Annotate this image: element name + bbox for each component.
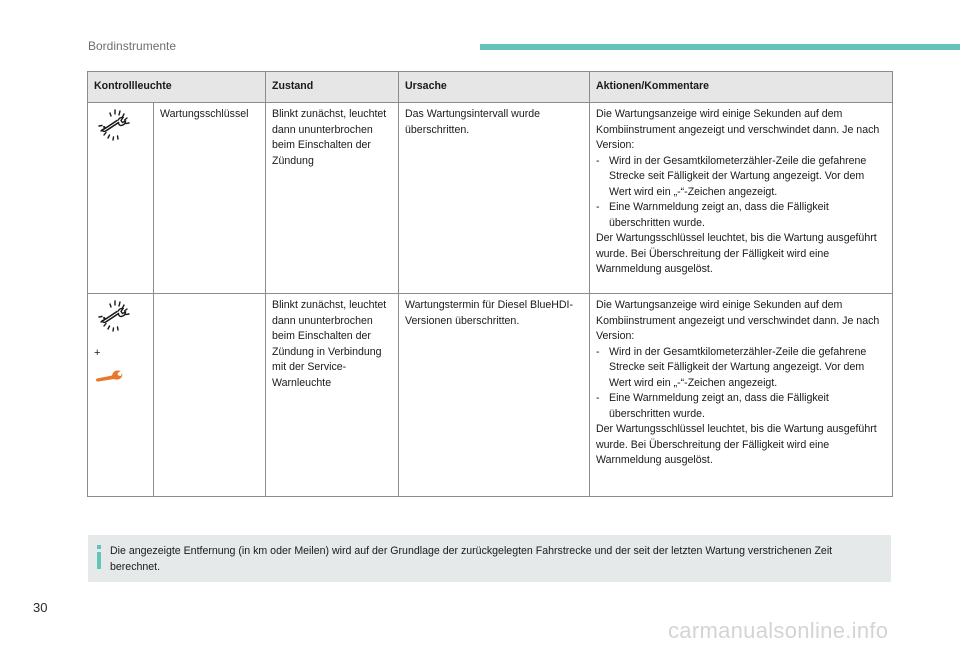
action-list: [596, 154, 886, 232]
column-header-zustand: Zustand: [266, 72, 399, 103]
list-item: - Eine Warnmeldung zeigt an, dass die Fälligkeit überschritten wurde.: [596, 391, 886, 422]
warning-lights-table: [87, 71, 893, 497]
list-item: - Eine Warnmeldung zeigt an, dass die Fälligkeit überschritten wurde.: [596, 200, 886, 231]
action-outro: Der Wartungsschlüssel leuchtet, bis die Wartung ausgeführt wurde. Bei Überschreitung der Fälligkeit wird eine Warnmeldung ausgelöst.: [596, 423, 877, 466]
warning-light-icon-cell: [88, 103, 154, 294]
header-accent-bar: [480, 44, 960, 50]
info-box: [88, 535, 891, 582]
section-title: Bordinstrumente: [88, 39, 177, 53]
list-dash: -: [596, 345, 600, 358]
cause-cell: Das Wartungsintervall wurde überschritten.: [399, 103, 590, 294]
list-item: - Wird in der Gesamtkilometerzähler-Zeile die gefahrene Strecke seit Fälligkeit der Wartung angezeigt. Vor dem Wert wird ein „-“-Zeichen angezeigt.: [596, 154, 886, 201]
column-header-ursache: Ursache: [399, 72, 590, 103]
state-cell: Blinkt zunächst, leuchtet dann ununterbrochen beim Einschalten der Zündung in Verbindung mit der Service-Warnleuchte: [266, 294, 399, 497]
table-row: [88, 103, 893, 294]
list-dash: -: [596, 201, 600, 213]
warning-light-name: Wartungsschlüssel: [154, 103, 266, 294]
table-header-row: [88, 72, 893, 103]
warning-light-name: [154, 294, 266, 497]
action-cell: [590, 294, 893, 497]
plus-sign: +: [94, 346, 101, 359]
list-dash: -: [596, 154, 600, 167]
action-intro: Die Wartungsanzeige wird einige Sekunden auf dem Kombiinstrument angezeigt und verschwindet dann. Je nach Version:: [596, 108, 880, 151]
table-row: [88, 294, 893, 497]
cause-cell: Wartungstermin für Diesel BlueHDI-Versionen überschritten.: [399, 294, 590, 497]
column-header-aktionen: Aktionen/Kommentare: [590, 72, 893, 103]
action-cell: [590, 103, 893, 294]
orange-wrench-icon: [94, 367, 124, 383]
wrench-with-rays-icon: [94, 107, 136, 145]
warning-light-icon-cell: [88, 294, 154, 497]
action-intro: Die Wartungsanzeige wird einige Sekunden auf dem Kombiinstrument angezeigt und verschwindet dann. Je nach Version:: [596, 299, 880, 342]
action-outro: Der Wartungsschlüssel leuchtet, bis die Wartung ausgeführt wurde. Bei Überschreitung der Fälligkeit wird eine Warnmeldung ausgelöst.: [596, 232, 877, 275]
watermark: carmanualsonline.info: [668, 618, 889, 643]
action-list: [596, 345, 886, 423]
wrench-with-rays-icon: [94, 298, 136, 336]
page-number: 30: [33, 600, 48, 615]
list-dash: -: [596, 392, 600, 404]
info-text: Die angezeigte Entfernung (in km oder Meilen) wird auf der Grundlage der zurückgelegten Fahrstrecke und der seit der letzten Wartung verstrichenen Zeit berechnet.: [110, 545, 833, 573]
list-item: - Wird in der Gesamtkilometerzähler-Zeile die gefahrene Strecke seit Fälligkeit der Wartung angezeigt. Vor dem Wert wird ein „-“-Zeichen angezeigt.: [596, 345, 886, 392]
column-header-kontrollleuchte: Kontrollleuchte: [88, 72, 266, 103]
state-cell: Blinkt zunächst, leuchtet dann ununterbrochen beim Einschalten der Zündung: [266, 103, 399, 294]
info-i-icon: [96, 545, 102, 569]
